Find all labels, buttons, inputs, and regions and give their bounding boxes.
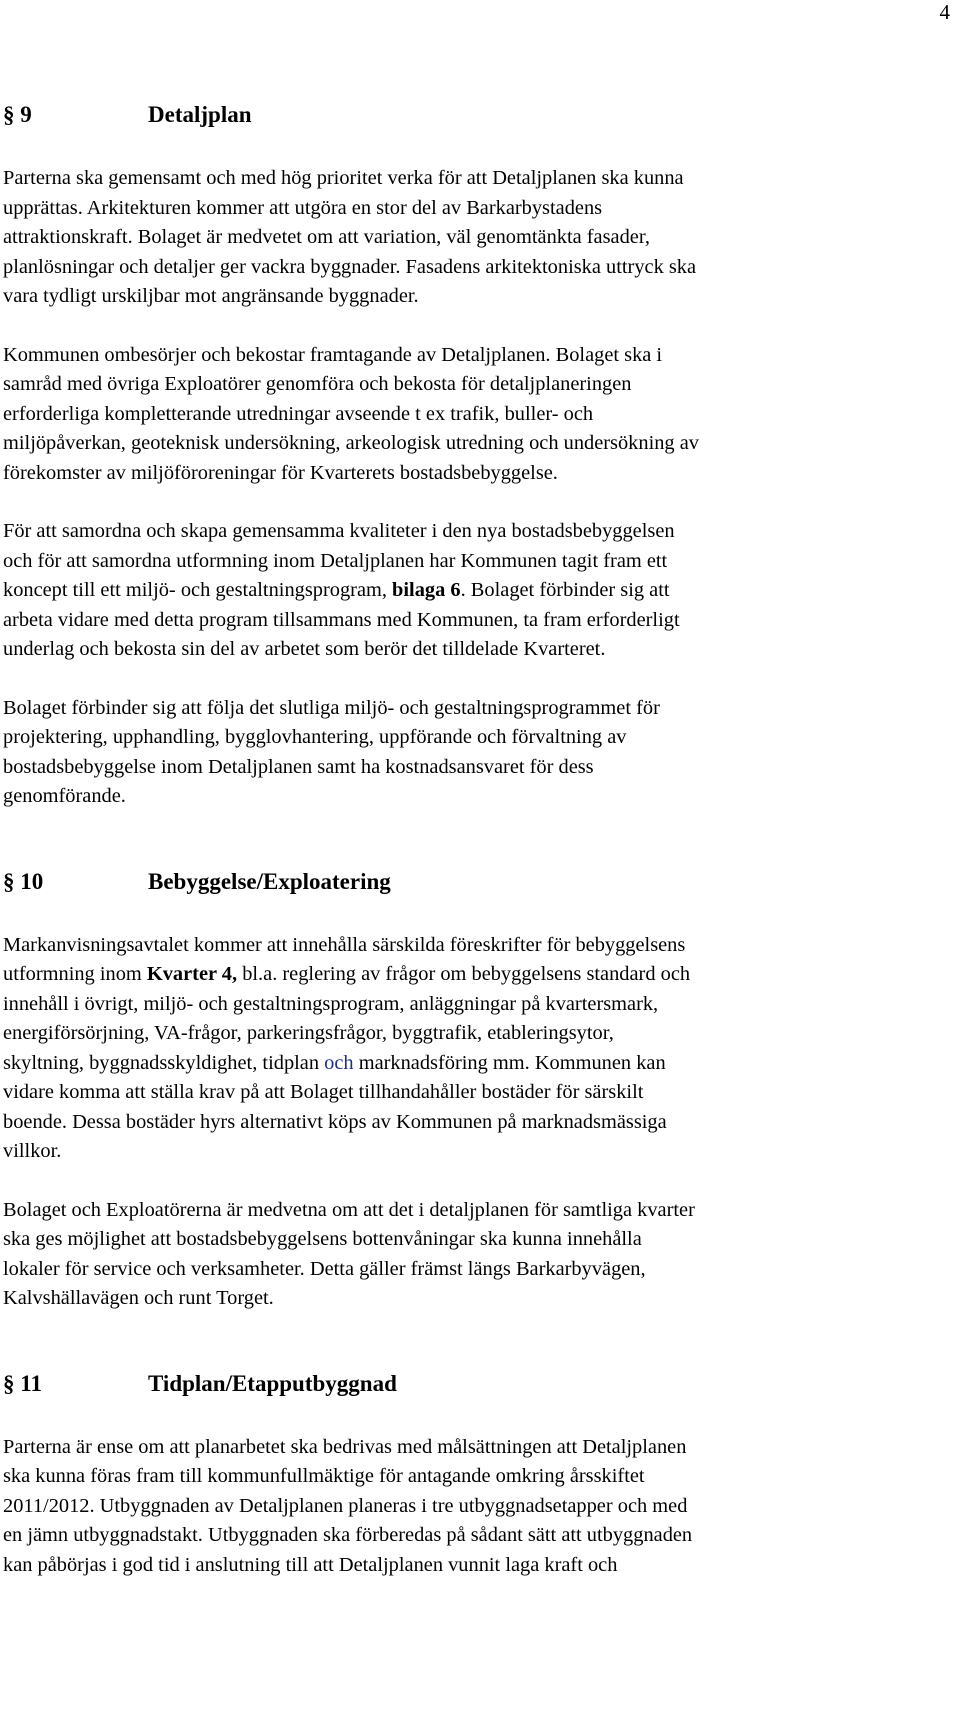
text-line — [3, 1049, 953, 1079]
section-9-heading — [3, 100, 953, 130]
text-line: förekomster av miljöföroreningar för Kvarterets bostadsbebyggelse. — [3, 461, 558, 484]
text-line: miljöpåverkan, geoteknisk undersökning, arkeologisk utredning och undersökning av — [3, 432, 699, 454]
text-line: boende. Dessa bostäder hyrs alternativt köps av Kommunen på marknadsmässiga — [3, 1110, 667, 1133]
text-fragment: och — [324, 1051, 354, 1074]
text-line: ska ges möjlighet att bostadsbebyggelsens bottenvåningar ska kunna innehålla — [3, 1228, 642, 1250]
text-line: bostadsbebyggelse inom Detaljplanen samt ha kostnadsansvaret för dess — [3, 755, 594, 778]
section-11-heading — [3, 1369, 953, 1399]
text-line — [3, 576, 953, 606]
text-line: Bolaget förbinder sig att följa det slutliga miljö- och gestaltningsprogrammet för — [3, 696, 660, 719]
text-fragment: koncept till ett miljö- och gestaltningsprogram, — [3, 579, 393, 601]
section-title: Tidplan/Etapputbyggnad — [148, 1370, 397, 1396]
text-line: lokaler för service och verksamheter. Detta gäller främst längs Barkarbyvägen, — [3, 1257, 646, 1280]
text-line — [3, 960, 953, 990]
text-line: Kommunen ombesörjer och bekostar framtagande av Detaljplanen. Bolaget ska i — [3, 343, 663, 366]
attachment-reference: bilaga 6 — [392, 579, 461, 601]
section-10-heading — [3, 867, 953, 897]
paragraph — [3, 694, 953, 812]
text-line: Bolaget och Exploatörerna är medvetna om att det i detaljplanen för samtliga kvarter — [3, 1198, 695, 1221]
paragraph — [3, 164, 953, 312]
text-line: kan påbörjas i god tid i anslutning till att Detaljplanen vunnit laga kraft och — [3, 1553, 618, 1576]
text-line: villkor. — [3, 1140, 62, 1162]
text-line: och för att samordna utformning inom Detaljplanen har Kommunen tagit fram ett — [3, 549, 668, 572]
text-line: Markanvisningsavtalet kommer att innehålla särskilda föreskrifter för bebyggelsens — [3, 933, 686, 956]
text-line: projektering, upphandling, bygglovhantering, uppförande och förvaltning av — [3, 726, 627, 748]
text-line: samråd med övriga Exploatörer genomföra och bekosta för detaljplaneringen — [3, 373, 632, 395]
text-line: Parterna är ense om att planarbetet ska bedrivas med målsättningen att Detaljplanen — [3, 1435, 687, 1458]
text-line: underlag och bekosta sin del av arbetet som berör det tilldelade Kvarteret. — [3, 638, 606, 660]
text-line: en jämn utbyggnadstakt. Utbyggnaden ska förberedas på sådant sätt att utbyggnaden — [3, 1524, 693, 1546]
paragraph — [3, 517, 953, 665]
text-fragment: bl.a. reglering av frågor om bebyggelsens standard och — [237, 963, 691, 985]
section-title: Detaljplan — [148, 102, 252, 127]
text-fragment: utformning inom — [3, 963, 147, 985]
text-line: vidare komma att ställa krav på att Bolaget tillhandahåller bostäder för särskilt — [3, 1081, 644, 1103]
text-line: innehåll i övrigt, miljö- och gestaltningsprogram, anläggningar på kvartersmark, — [3, 992, 659, 1015]
document-body — [3, 100, 953, 1580]
text-line: arbeta vidare med detta program tillsammans med Kommunen, ta fram erforderligt — [3, 608, 680, 631]
text-line: upprättas. Arkitekturen kommer att utgöra en stor del av Barkarbystadens — [3, 196, 603, 219]
text-line: energiförsörjning, VA-frågor, parkeringsfrågor, byggtrafik, etableringsytor, — [3, 1022, 614, 1044]
text-fragment: marknadsföring mm. Kommunen kan — [353, 1051, 666, 1074]
text-line: Kalvshällavägen och runt Torget. — [3, 1287, 274, 1309]
block-reference: Kvarter 4, — [146, 963, 238, 985]
paragraph — [3, 341, 953, 489]
text-line: genomförande. — [3, 785, 126, 807]
text-line: För att samordna och skapa gemensamma kvaliteter i den nya bostadsbebyggelsen — [3, 520, 675, 542]
text-line: erforderliga kompletterande utredningar avseende t ex trafik, buller- och — [3, 402, 594, 425]
text-fragment: skyltning, byggnadsskyldighet, tidplan — [3, 1051, 325, 1074]
text-line: ska kunna föras fram till kommunfullmäktige för antagande omkring årsskiftet — [3, 1465, 645, 1487]
text-line: attraktionskraft. Bolaget är medvetet om att variation, väl genomtänkta fasader, — [3, 226, 650, 248]
text-fragment: . Bolaget förbinder sig att — [460, 579, 670, 601]
text-line: 2011/2012. Utbyggnaden av Detaljplanen planeras i tre utbyggnadsetapper och med — [3, 1494, 688, 1517]
text-line: vara tydligt urskiljbar mot angränsande byggnader. — [3, 285, 419, 307]
section-number: § 9 — [3, 102, 32, 127]
paragraph — [3, 1196, 953, 1314]
section-number: § 11 — [3, 1370, 42, 1396]
text-line: Parterna ska gemensamt och med hög prioritet verka för att Detaljplanen ska kunna — [3, 167, 684, 189]
section-title: Bebyggelse/Exploatering — [148, 868, 391, 894]
section-number: § 10 — [3, 868, 44, 894]
text-line: planlösningar och detaljer ger vackra byggnader. Fasadens arkitektoniska uttryck ska — [3, 255, 697, 278]
page-number: 4 — [939, 0, 950, 24]
paragraph — [3, 1433, 953, 1581]
paragraph — [3, 931, 953, 1167]
